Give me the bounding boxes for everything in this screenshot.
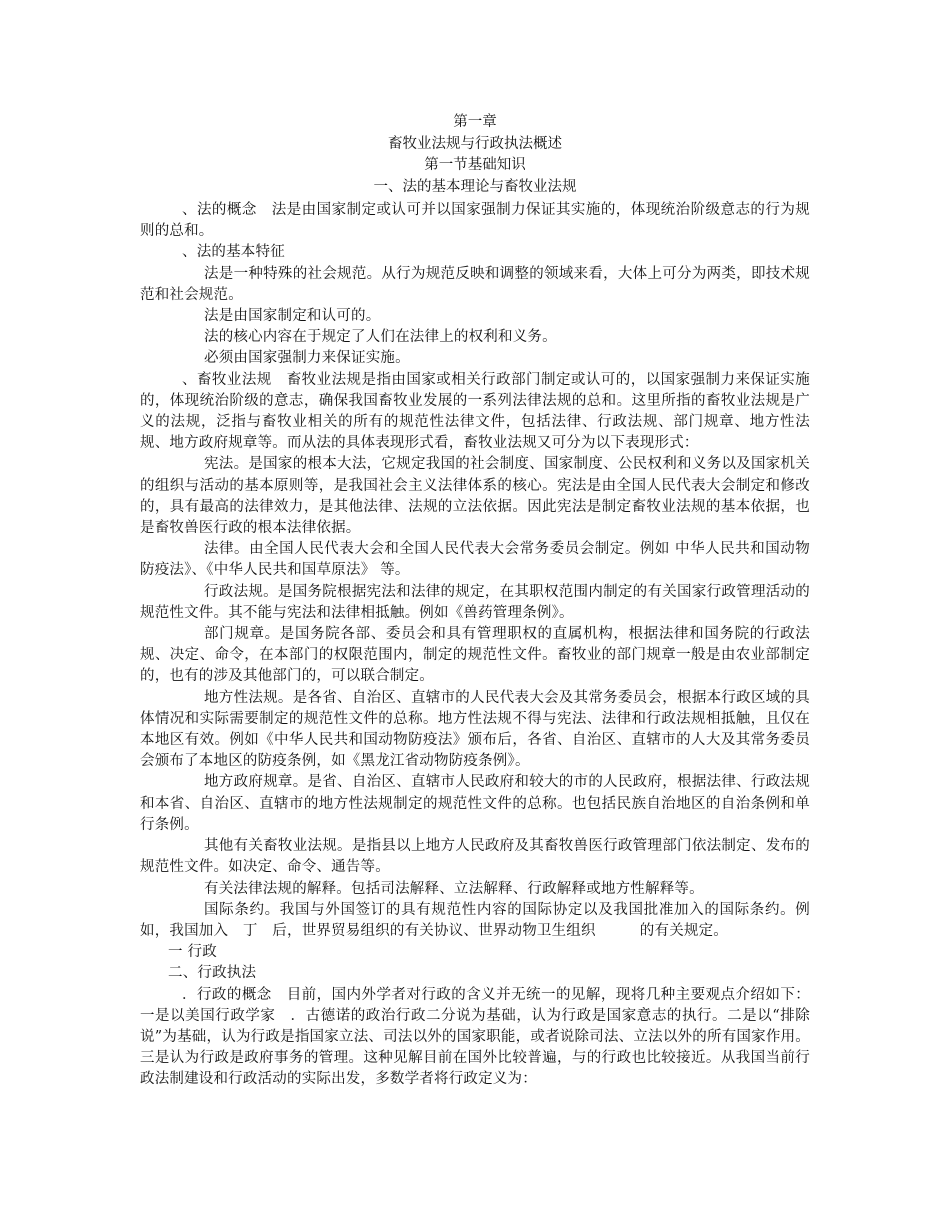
- paragraph: 必须由国家强制力来保证实施。: [204, 350, 410, 367]
- paragraph: 行政法规。是国务院根据宪法和法律的规定，在其职权范围内制定的有关国家行政管理活动的规范性文件。其不能与宪法和法律相抵触。例如《兽药管理条例》。: [140, 583, 810, 621]
- paragraph: 、法的基本特征: [182, 244, 285, 261]
- paragraph: 一 行政: [168, 944, 217, 961]
- chapter-subtitle: 畜牧业法规与行政执法概述: [388, 135, 562, 152]
- paragraph: 、畜牧业法规 畜牧业法规是指由国家或相关行政部门制定或认可的，以国家强制力来保证实施的，体现统治阶级的意志，确保我国畜牧业发展的一系列法律法规的总和。这里所指的畜牧业法规是广义的法规，泛指与畜牧业相关的所有的规范性法律文件，包括法律、行政法规、部门规章、地方性法规、地方政府规章等。而从法的具体表现形式看，畜牧业法规又可分为以下表现形式：: [140, 371, 810, 452]
- subsection-title: 一、法的基本理论与畜牧业法规: [373, 178, 577, 195]
- paragraph: 二、行政执法: [168, 965, 257, 982]
- body-text: [140, 200, 810, 1091]
- chapter-title: 第一章: [453, 114, 497, 130]
- section-title: 第一节基础知识: [424, 157, 526, 173]
- paragraph: 地方政府规章。是省、自治区、直辖市人民政府和较大的市的人民政府，根据法律、行政法规和本省、自治区、直辖市的地方性法规制定的规范性文件的总称。也包括民族自治地区的自治条例和单行条例。: [140, 774, 810, 833]
- paragraph: ．行政的概念 目前，国内外学者对行政的含义并无统一的见解，现将几种主要观点介绍如下：一是以美国行政学家 ．古德诺的政治行政二分说为基础，认为行政是国家意志的执行。二是以“排除说”为基础，认为行政是指国家立法、司法以外的国家职能，或者说除司法、立法以外的所有国家作用。三是认为行政是政府事务的管理。这种见解目前在国外比较普遍，与的行政也比较接近。从我国当前行政法制建设和行政活动的实际出发，多数学者将行政定义为：: [140, 986, 810, 1088]
- paragraph: 法律。由全国人民代表大会和全国人民代表大会常务委员会制定。例如 中华人民共和国动物防疫法》、《中华人民共和国草原法》 等。: [140, 541, 810, 579]
- paragraph: 有关法律法规的解释。包括司法解释、立法解释、行政解释或地方性解释等。: [204, 880, 704, 897]
- paragraph: 、法的概念 法是由国家制定或认可并以国家强制力保证其实施的，体现统治阶级意志的行为规则的总和。: [140, 202, 810, 240]
- paragraph: 国际条约。我国与外国签订的具有规范性内容的国际协定以及我国批准加入的国际条约。例如，我国加入 丁 后，世界贸易组织的有关协议、世界动物卫生组织 的有关规定。: [140, 901, 810, 939]
- paragraph: 宪法。是国家的根本大法，它规定我国的社会制度、国家制度、公民权利和义务以及国家机关的组织与活动的基本原则等，是我国社会主义法律体系的核心。宪法是由全国人民代表大会制定和修改的，具有最高的法律效力，是其他法律、法规的立法依据。因此宪法是制定畜牧业法规的基本依据，也是畜牧兽医行政的根本法律依据。: [140, 456, 810, 537]
- paragraph: 地方性法规。是各省、自治区、直辖市的人民代表大会及其常务委员会，根据本行政区域的具体情况和实际需要制定的规范性文件的总称。地方性法规不得与宪法、法律和行政法规相抵触，且仅在本地区有效。例如《中华人民共和国动物防疫法》颁布后，各省、自治区、直辖市的人大及其常务委员会颁布了本地区的防疫条例，如《黑龙江省动物防疫条例》。: [140, 689, 810, 770]
- paragraph: 法是一种特殊的社会规范。从行为规范反映和调整的领域来看，大体上可分为两类，即技术规范和社会规范。: [140, 265, 810, 303]
- paragraph: 其他有关畜牧业法规。是指县以上地方人民政府及其畜牧兽医行政管理部门依法制定、发布的规范性文件。如决定、命令、通告等。: [140, 838, 810, 876]
- paragraph: 部门规章。是国务院各部、委员会和具有管理职权的直属机构，根据法律和国务院的行政法规、决定、命令，在本部门的权限范围内，制定的规范性文件。畜牧业的部门规章一般是由农业部制定的，也有的涉及其他部门的，可以联合制定。: [140, 626, 810, 685]
- paragraph: 法的核心内容在于规定了人们在法律上的权利和义务。: [204, 329, 557, 346]
- chapter-headings: [140, 112, 810, 198]
- paragraph: 法是由国家制定和认可的。: [204, 308, 381, 325]
